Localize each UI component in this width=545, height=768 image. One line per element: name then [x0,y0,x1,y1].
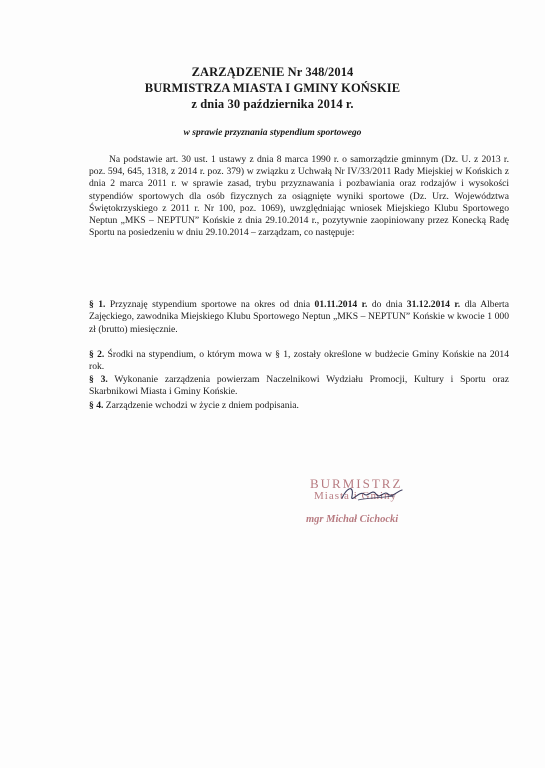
subject-line: w sprawie przyznania stypendium sportowego [183,128,362,138]
paragraph-text: do dnia [367,299,407,310]
paragraph-number: § 3. [89,374,108,385]
paragraph-text: Zarządzenie wchodzi w życie z dniem podpisania. [103,400,299,411]
handwritten-signature [338,482,408,506]
paragraph-number: § 4. [89,400,104,411]
official-stamp [300,476,440,536]
ordinance-number: ZARZĄDZENIE Nr 348/2014 [191,65,354,79]
paragraph-number: § 2. [89,349,105,360]
ordinance-date: z dnia 30 października 2014 r. [191,97,354,111]
paragraph-4 [89,400,509,412]
paragraph-number: § 1. [89,299,106,310]
paragraph-text: Środki na stypendium, o którym mowa w § 1, zostały określone w budżecie Gminy Końskie na 2014 rok. [89,349,510,373]
preamble-text: Na podstawie art. 30 ust. 1 ustawy z dnia 8 marca 1990 r. o samorządzie gminnym (Dz. U. z 2013 r. poz. 594, 645, 1318, z 2014 r. poz. 379) w związku z Uchwałą Nr IV/33/2011 Rady Miejskiej w Końskich z dnia 2 marca 2011 r. w sprawie zasad, trybu przyznawania i pozbawiania oraz rodzajów i wysokości stypendiów sportowych dla osób fizycznych za osiągnięte wyniki sportowe (Dz. Urz. Województwa Świętokrzyskiego z 2011 r. Nr 100, poz. 1069), uwzględniając wniosek Miejskiego Klubu Sportowego Neptun „MKS – NEPTUN” Końskie z dnia 29.10.2014 r., pozytywnie zaopiniowany przez Konecką Radę Sportu na posiedzeniu w dniu 29.10.2014 – zarządzam, co następuje: [89,154,509,239]
stamp-title: BURMISTRZ [310,476,403,491]
preamble [89,154,509,239]
paragraph-text: Przyznaję stypendium sportowe na okres od dnia [105,299,315,310]
paragraph-1 [89,299,509,336]
start-date: 01.11.2014 r. [314,299,368,310]
stamp-subtitle: Miasta i Gminy [314,490,398,502]
issuer: BURMISTRZA MIASTA I GMINY KOŃSKIE [144,81,401,95]
paragraph-text: dla Alberta Zajęckiego, zawodnika Miejskiego Klubu Sportowego Neptun „MKS – NEPTUN” Końskie w kwocie 1 000 zł (brutto) miesięcznie. [89,299,509,335]
signatory-name: mgr Michał Cichocki [306,514,399,525]
paragraph-3 [89,374,509,399]
paragraph-2 [89,349,509,374]
end-date: 31.12.2014 r. [406,299,461,310]
paragraph-text: Wykonanie zarządzenia powierzam Naczelnikowi Wydziału Promocji, Kultury i Sportu oraz Skarbnikowi Miasta i Gminy Końskie. [89,374,509,398]
document-header [0,64,545,112]
